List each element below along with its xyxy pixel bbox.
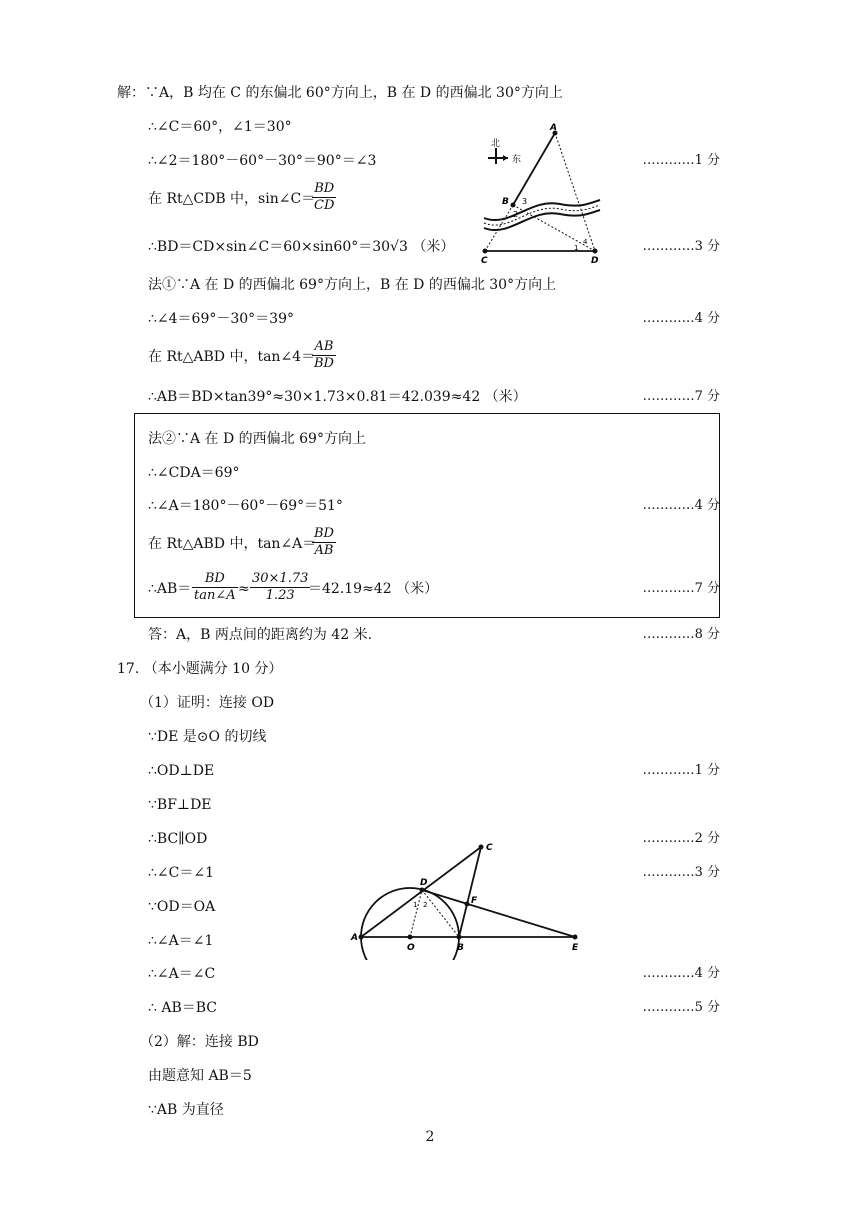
page-number: 2 — [425, 1129, 435, 1145]
fraction — [312, 181, 336, 214]
fraction-denominator: 1.23 — [265, 588, 295, 603]
svg-text:O: O — [407, 943, 415, 953]
text-line: 由题意知 AB＝5 — [148, 1068, 252, 1084]
text-line: 在 Rt△CDB 中，sin∠C＝ — [148, 191, 316, 207]
svg-text:1: 1 — [413, 901, 418, 909]
text-line: ∵OD＝OA — [148, 899, 216, 915]
text-line: ∵DE 是⊙O 的切线 — [148, 729, 267, 745]
score-mark: …………2 分 — [642, 831, 720, 846]
score-mark: …………4 分 — [642, 311, 720, 326]
svg-text:北: 北 — [491, 139, 501, 149]
text-line: ∴ AB＝BC — [148, 1000, 218, 1016]
score-mark: …………3 分 — [642, 239, 720, 254]
score-mark: …………4 分 — [642, 966, 720, 981]
svg-text:3: 3 — [522, 197, 528, 206]
text-line: ∴∠A＝∠C — [148, 966, 216, 982]
figure-circle-tangent — [340, 835, 600, 960]
text-line: ∴OD⊥DE — [148, 763, 215, 779]
fraction-denominator: AB — [314, 543, 334, 558]
fraction-numerator: AB — [312, 339, 336, 356]
svg-text:东: 东 — [512, 155, 522, 165]
svg-text:E: E — [572, 943, 579, 953]
fraction-numerator: BD — [314, 526, 334, 541]
text-line: 17. （本小题满分 10 分） — [117, 661, 283, 677]
text-line: ∴∠C＝60°，∠1＝30° — [148, 119, 292, 135]
fraction — [312, 339, 336, 372]
text-line: ∴AB＝ — [148, 581, 192, 597]
text-line: ∴BC∥OD — [148, 831, 208, 847]
score-mark: …………4 分 — [642, 498, 720, 513]
text-line: ≈ — [238, 581, 250, 597]
score-mark: …………1 分 — [642, 153, 720, 168]
text-line: 答：A，B 两点间的距离约为 42 米. — [148, 627, 373, 643]
svg-text:D: D — [420, 878, 428, 888]
text-line: ∴∠4＝69°－30°＝39° — [148, 311, 294, 327]
text-line: ∴∠A＝∠1 — [148, 933, 214, 949]
svg-text:A: A — [351, 933, 358, 943]
text-line: ＝42.19≈42 （米） — [308, 581, 439, 597]
text-line: ∴∠CDA＝69° — [148, 465, 240, 481]
text-line: ∴∠2＝180°－60°－30°＝90°＝∠3 — [148, 153, 377, 169]
svg-text:F: F — [471, 896, 478, 906]
score-mark: …………5 分 — [642, 1000, 720, 1015]
svg-text:1: 1 — [574, 244, 579, 252]
text-line: ∴AB＝BD×tan39°≈30×1.73×0.81＝42.039≈42 （米） — [148, 389, 527, 405]
text-line: ∵BF⊥DE — [148, 797, 212, 813]
score-mark: …………3 分 — [642, 865, 720, 880]
text-line: 法①∵A 在 D 的西偏北 69°方向上，B 在 D 的西偏北 30°方向上 — [148, 277, 557, 293]
compass-icon — [488, 137, 521, 165]
text-line: 法②∵A 在 D 的西偏北 69°方向上 — [148, 431, 366, 447]
text-line: 在 Rt△ABD 中，tan∠A＝ — [148, 536, 317, 552]
text-line: ∴∠A＝180°－60°－69°＝51° — [148, 498, 343, 514]
svg-text:2: 2 — [423, 901, 428, 909]
text-line: ∴∠C＝∠1 — [148, 865, 214, 881]
score-mark: …………8 分 — [642, 627, 720, 642]
fraction-numerator: BD — [312, 181, 336, 198]
svg-text:B: B — [457, 943, 464, 953]
svg-text:C: C — [481, 256, 488, 266]
text-line: ∵AB 为直径 — [148, 1102, 224, 1118]
svg-text:2: 2 — [513, 210, 519, 219]
fraction-denominator: BD — [314, 356, 334, 371]
text-line: ∴BD＝CD×sin∠C＝60×sin60°＝30√3 （米） — [148, 239, 455, 255]
fraction-numerator: 30×1.73 — [252, 571, 309, 586]
score-mark: …………1 分 — [642, 763, 720, 778]
svg-text:A: A — [550, 123, 557, 133]
text-line: 解：∵A，B 均在 C 的东偏北 60°方向上，B 在 D 的西偏北 30°方向上 — [117, 85, 563, 101]
score-mark: …………7 分 — [642, 389, 720, 404]
score-mark: …………7 分 — [642, 581, 720, 596]
svg-text:D: D — [591, 256, 599, 266]
text-line: （2）解：连接 BD — [140, 1034, 259, 1050]
svg-text:4: 4 — [583, 238, 588, 246]
text-line: （1）证明：连接 OD — [140, 695, 275, 711]
text-line: 在 Rt△ABD 中，tan∠4＝ — [148, 349, 316, 365]
fraction-denominator: CD — [314, 198, 335, 213]
fraction-numerator: BD — [192, 571, 238, 588]
figure-triangle-river — [470, 120, 620, 270]
fraction-denominator: tan∠A — [194, 588, 236, 603]
svg-text:B: B — [502, 197, 509, 207]
method-2-box — [134, 413, 720, 618]
svg-text:C: C — [486, 843, 493, 853]
